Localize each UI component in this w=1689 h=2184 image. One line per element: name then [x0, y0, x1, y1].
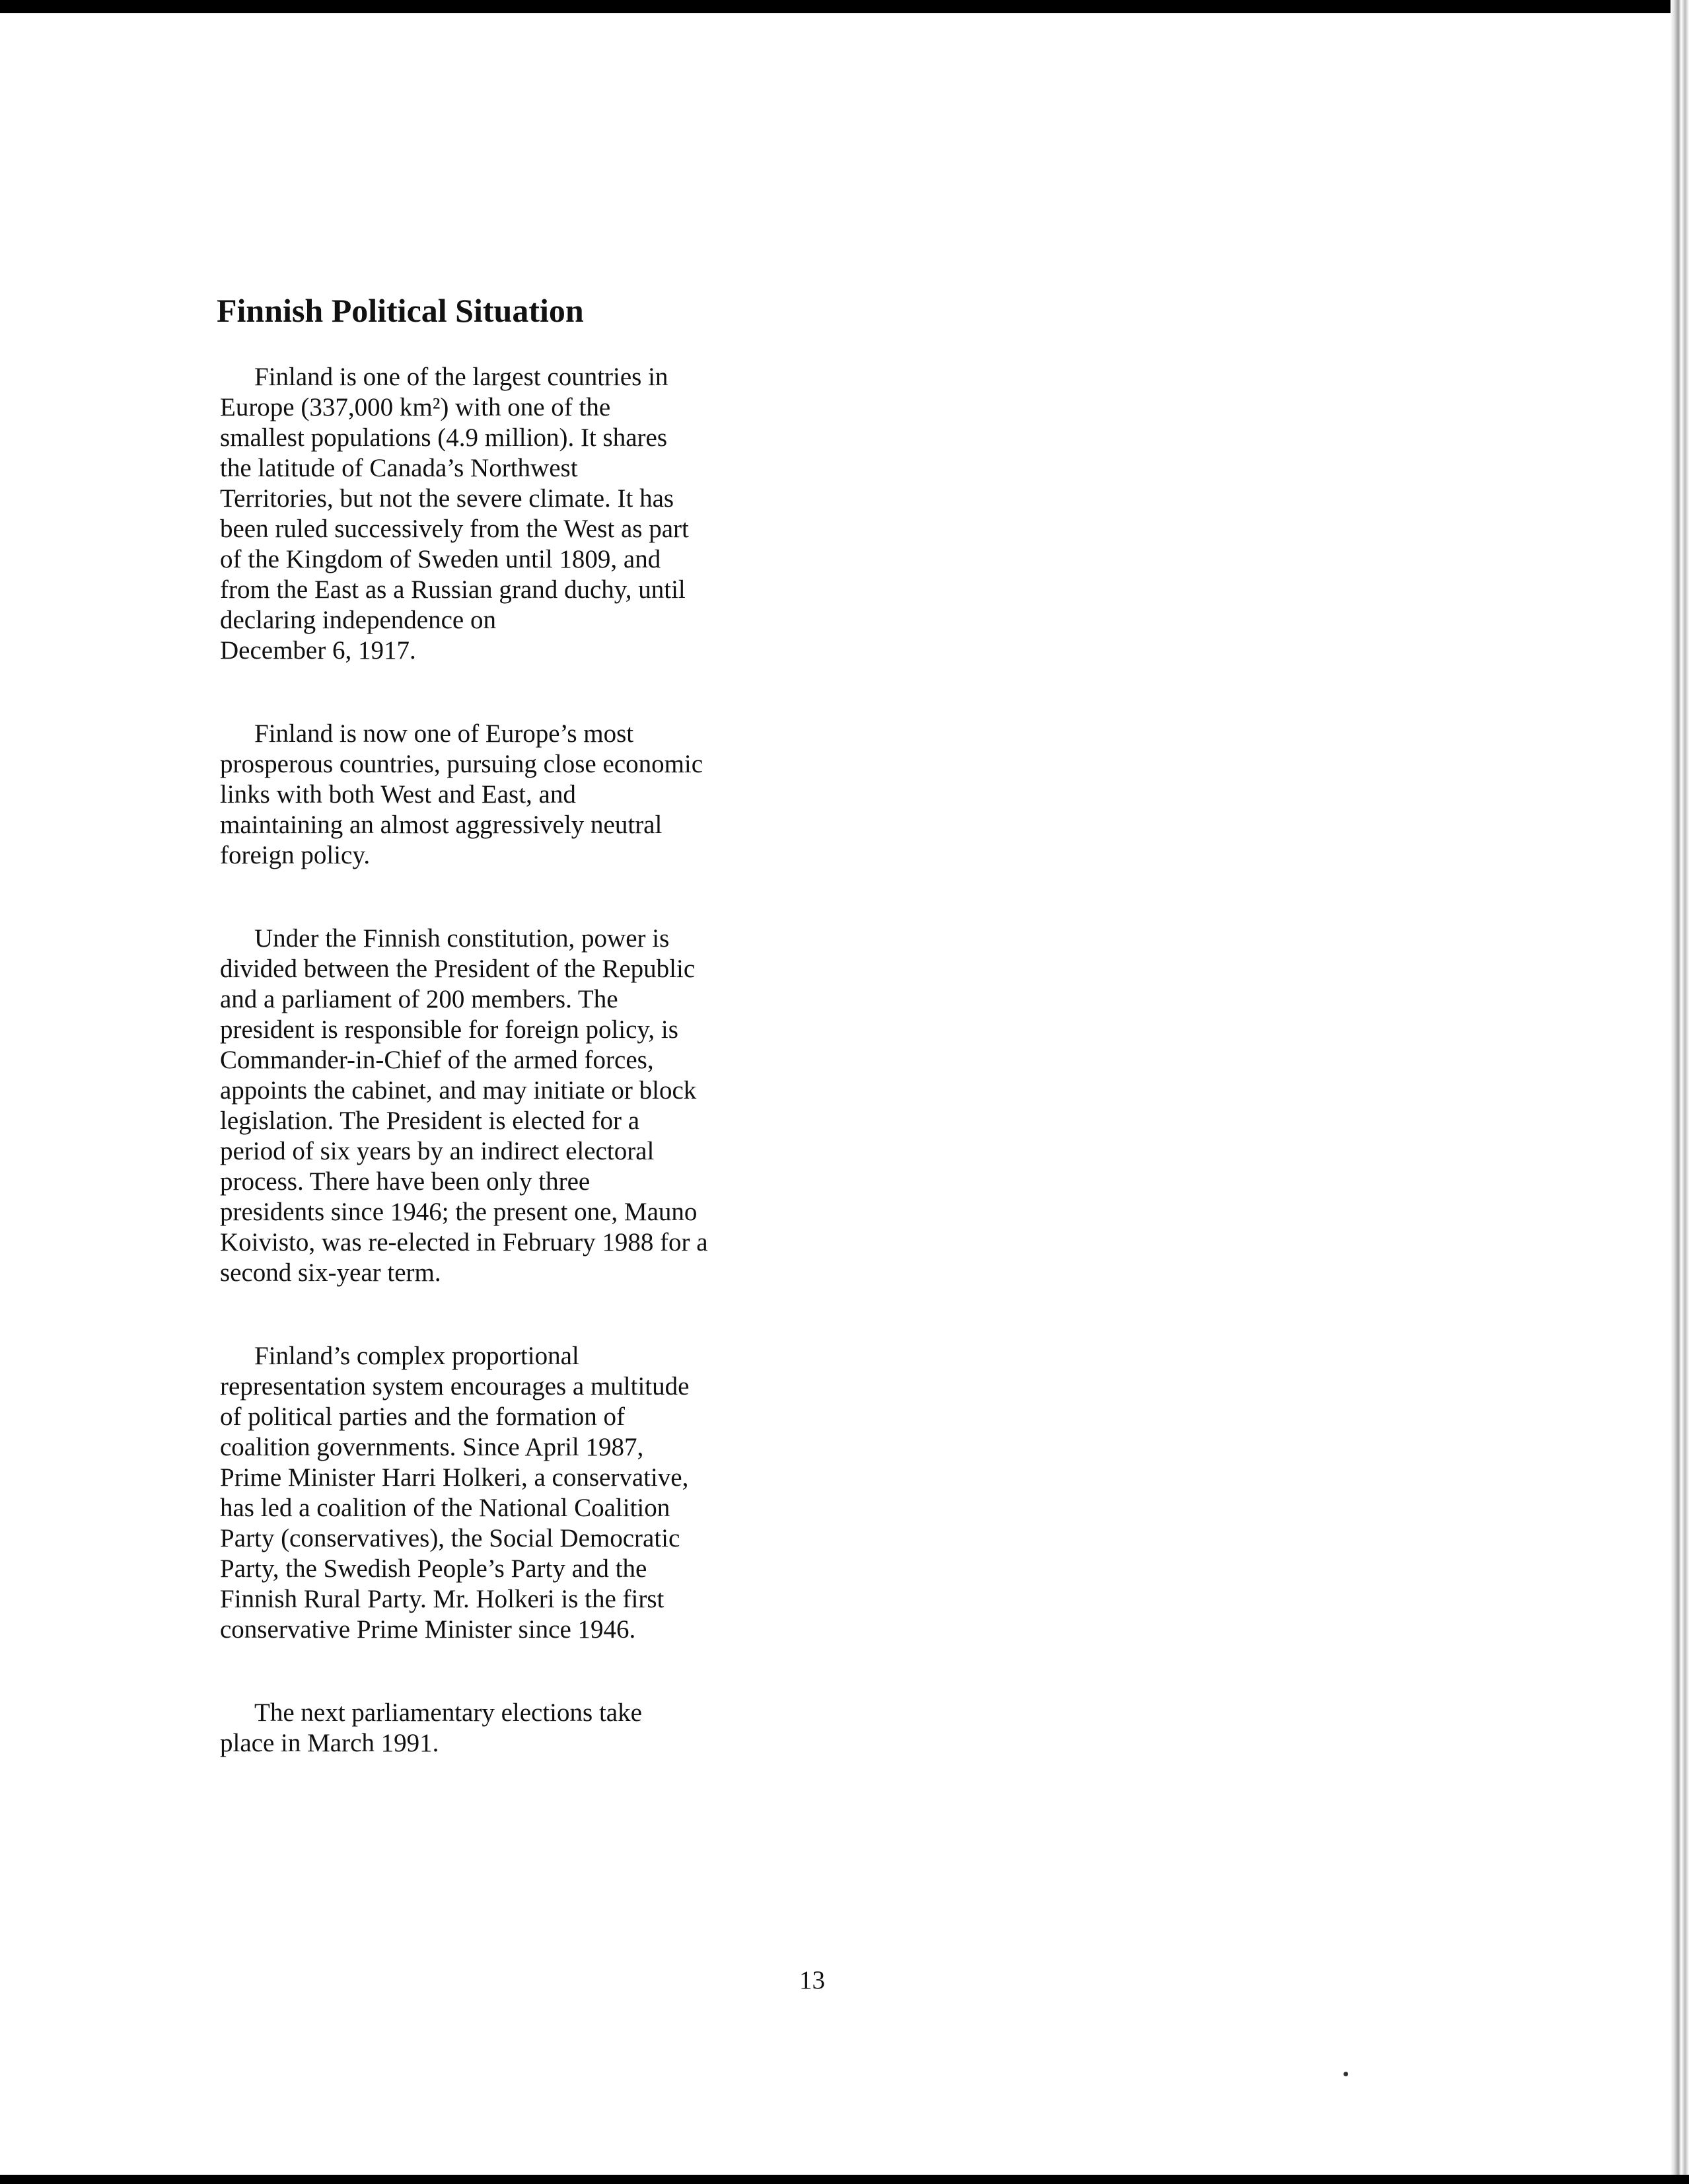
paragraph-line: smallest populations (4.9 million). It shares	[220, 423, 667, 452]
paragraph	[220, 719, 880, 871]
paragraph-line: the latitude of Canada’s Northwest	[220, 454, 578, 482]
body-text	[220, 362, 880, 1811]
paragraph-line: process. There have been only three	[220, 1167, 591, 1196]
page-title: Finnish Political Situation	[217, 292, 584, 329]
paragraph-line: Commander-in-Chief of the armed forces,	[220, 1046, 654, 1074]
paragraph-line: legislation. The President is elected for a	[220, 1107, 640, 1135]
paragraph-line: The next parliamentary elections take	[254, 1698, 642, 1727]
scan-border-right	[1671, 0, 1689, 2184]
paragraph-line: prosperous countries, pursuing close economic	[220, 750, 703, 778]
paragraph-line: links with both West and East, and	[220, 780, 576, 809]
paragraph-line: Finland’s complex proportional	[254, 1342, 579, 1370]
page-number: 13	[799, 1966, 825, 1994]
paragraph-line: coalition governments. Since April 1987,	[220, 1433, 644, 1461]
paragraph	[220, 1341, 880, 1645]
paragraph-line: Finland is one of the largest countries in	[254, 363, 668, 391]
scan-speck	[1344, 2072, 1348, 2076]
paragraph-line: presidents since 1946; the present one, Mauno	[220, 1198, 698, 1226]
paragraph-line: from the East as a Russian grand duchy, until	[220, 575, 686, 604]
paragraph-line: Party (conservatives), the Social Democratic	[220, 1524, 680, 1552]
paragraph-line: of the Kingdom of Sweden until 1809, and	[220, 545, 661, 573]
scan-border-bottom	[0, 2175, 1689, 2184]
paragraph-line: maintaining an almost aggressively neutral	[220, 811, 663, 839]
paragraph	[220, 1698, 880, 1759]
paragraph-line: conservative Prime Minister since 1946.	[220, 1615, 636, 1644]
paragraph-line: declaring independence on	[220, 606, 496, 634]
paragraph-line: foreign policy.	[220, 841, 371, 869]
paragraph	[220, 924, 880, 1288]
paragraph-line: has led a coalition of the National Coalition	[220, 1494, 670, 1522]
paragraph-line: and a parliament of 200 members. The	[220, 985, 618, 1013]
paragraph-line: Koivisto, was re-elected in February 1988 for a	[220, 1228, 708, 1256]
paragraph-line: president is responsible for foreign policy, is	[220, 1015, 678, 1044]
scan-border-top	[0, 0, 1689, 13]
paragraph-line: Territories, but not the severe climate. It has	[220, 484, 674, 513]
paragraph-line: Under the Finnish constitution, power is	[254, 924, 670, 953]
paragraph-line: second six-year term.	[220, 1258, 441, 1287]
paragraph-line: Prime Minister Harri Holkeri, a conservative,	[220, 1463, 689, 1492]
paragraph-line: appoints the cabinet, and may initiate or block	[220, 1076, 697, 1105]
paragraph-line: December 6, 1917.	[220, 636, 416, 665]
paragraph-line: period of six years by an indirect electoral	[220, 1137, 655, 1165]
paragraph-line: of political parties and the formation of	[220, 1402, 625, 1431]
paragraph-line: Finland is now one of Europe’s most	[254, 719, 634, 748]
paragraph-line: place in March 1991.	[220, 1729, 439, 1757]
paragraph-line: Finnish Rural Party. Mr. Holkeri is the first	[220, 1585, 665, 1613]
paragraph-line: divided between the President of the Republic	[220, 955, 696, 983]
paragraph	[220, 362, 880, 666]
paragraph-line: been ruled successively from the West as part	[220, 515, 689, 543]
paragraph-line: representation system encourages a multitude	[220, 1372, 690, 1401]
paragraph-line: Party, the Swedish People’s Party and the	[220, 1554, 647, 1583]
paragraph-line: Europe (337,000 km²) with one of the	[220, 393, 611, 421]
